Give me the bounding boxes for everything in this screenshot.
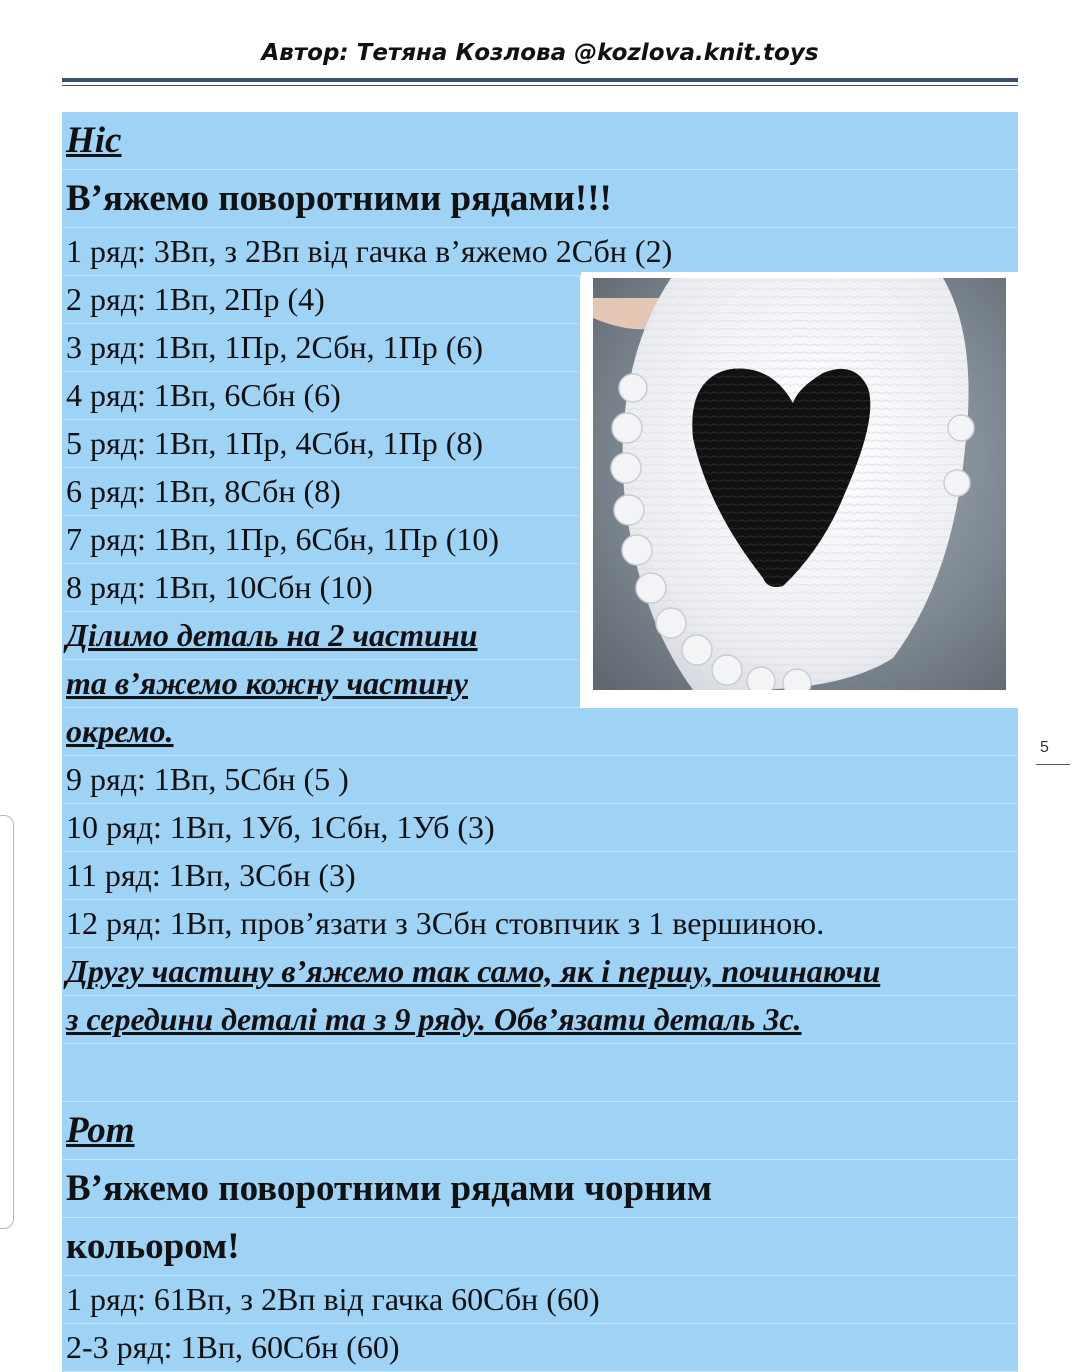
page-number: 5 bbox=[1040, 739, 1049, 756]
page-number-rule bbox=[1036, 764, 1070, 765]
nose-title: Ніс bbox=[62, 112, 1018, 170]
second-part-note: з середини деталі та з 9 ряду. Обв’язати деталь 3с. bbox=[62, 996, 1018, 1044]
pattern-row: 11 ряд: 1Вп, 3Сбн (3) bbox=[62, 852, 1018, 900]
author-header: Автор: Тетяна Козлова @kozlova.knit.toys bbox=[261, 40, 819, 66]
pattern-row: 6 ряд: 1Вп, 8Сбн (8) bbox=[62, 468, 580, 516]
header-rule-thin bbox=[62, 85, 1018, 86]
header-rule bbox=[62, 78, 1018, 82]
crochet-heart-nose-image bbox=[593, 278, 1006, 690]
pattern-row: 5 ряд: 1Вп, 1Пр, 4Сбн, 1Пр (8) bbox=[62, 420, 580, 468]
divide-note: та в’яжемо кожну частину bbox=[62, 660, 580, 708]
pattern-row: 1 ряд: 61Вп, з 2Вп від гачка 60Сбн (60) bbox=[62, 1276, 1018, 1324]
pattern-row: 12 ряд: 1Вп, пров’язати з 3Сбн стовпчик з 1 вершиною. bbox=[62, 900, 1018, 948]
pattern-row: 2 ряд: 1Вп, 2Пр (4) bbox=[62, 276, 580, 324]
pattern-row: 9 ряд: 1Вп, 5Сбн (5 ) bbox=[62, 756, 1018, 804]
divide-note: окремо. bbox=[62, 708, 1018, 756]
mouth-subtitle: В’яжемо поворотними рядами чорним bbox=[62, 1160, 1018, 1218]
pattern-row: 8 ряд: 1Вп, 10Сбн (10) bbox=[62, 564, 580, 612]
pattern-row: 3 ряд: 1Вп, 1Пр, 2Сбн, 1Пр (6) bbox=[62, 324, 580, 372]
nose-subtitle: В’яжемо поворотними рядами!!! bbox=[62, 170, 1018, 228]
scroll-handle[interactable] bbox=[0, 815, 14, 1229]
blank-band bbox=[62, 1044, 1018, 1102]
pattern-row: 4 ряд: 1Вп, 6Сбн (6) bbox=[62, 372, 580, 420]
nose-photo bbox=[581, 272, 1018, 706]
mouth-title: Рот bbox=[62, 1102, 1018, 1160]
divide-note: Ділимо деталь на 2 частини bbox=[62, 612, 580, 660]
second-part-note: Другу частину в’яжемо так само, як і першу, починаючи bbox=[62, 948, 1018, 996]
pattern-row: 1 ряд: 3Вп, з 2Вп від гачка в’яжемо 2Сбн (2) bbox=[62, 228, 1018, 276]
pattern-row: 10 ряд: 1Вп, 1Уб, 1Сбн, 1Уб (3) bbox=[62, 804, 1018, 852]
pattern-row: 2-3 ряд: 1Вп, 60Сбн (60) bbox=[62, 1324, 1018, 1372]
pattern-row: 7 ряд: 1Вп, 1Пр, 6Сбн, 1Пр (10) bbox=[62, 516, 580, 564]
mouth-subtitle: кольором! bbox=[62, 1218, 1018, 1276]
